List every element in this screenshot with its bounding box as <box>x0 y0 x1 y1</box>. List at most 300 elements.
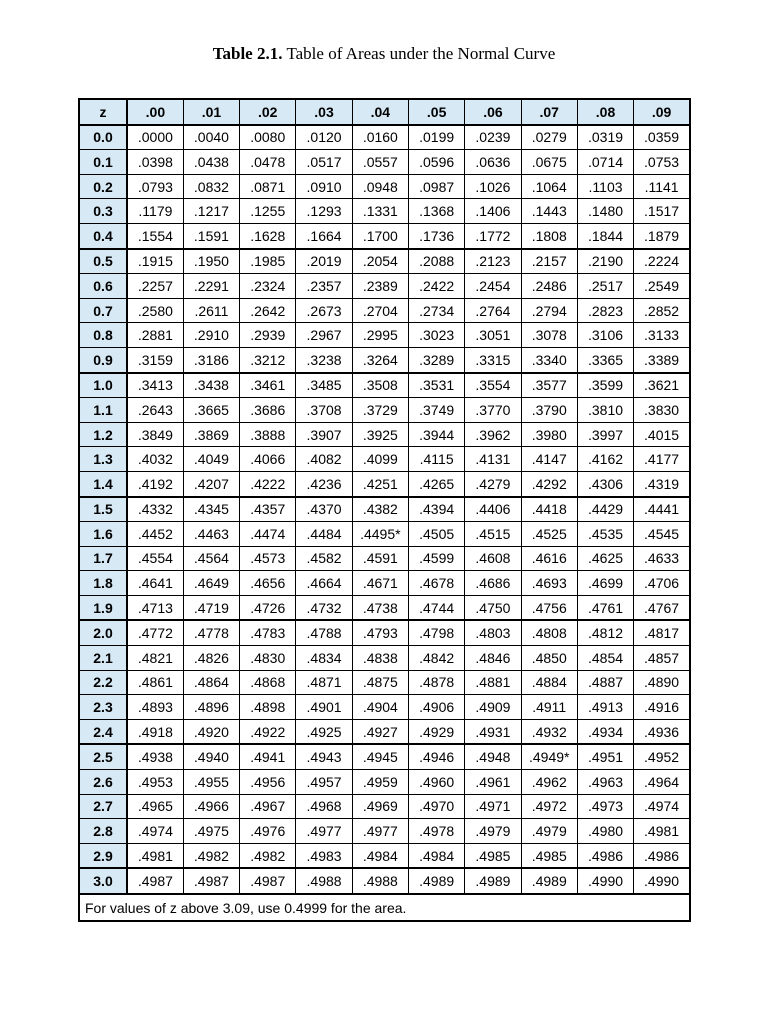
area-value-cell: .4974 <box>634 794 690 819</box>
area-value-cell: .3238 <box>296 347 352 372</box>
area-value-cell: .3888 <box>240 422 296 447</box>
z-value-cell: 1.0 <box>79 373 127 398</box>
area-value-cell: .2642 <box>240 298 296 323</box>
area-value-cell: .3686 <box>240 398 296 423</box>
area-value-cell: .0636 <box>465 150 521 175</box>
area-value-cell: .1808 <box>521 223 577 248</box>
area-value-cell: .4049 <box>183 447 239 472</box>
z-value-cell: 2.9 <box>79 843 127 868</box>
z-value-cell: 2.6 <box>79 770 127 795</box>
table-row <box>79 497 690 522</box>
area-value-cell: .1879 <box>634 223 690 248</box>
area-value-cell: .4292 <box>521 471 577 496</box>
z-value-cell: 2.1 <box>79 646 127 671</box>
area-value-cell: .0279 <box>521 125 577 150</box>
area-value-cell: .4918 <box>127 719 183 744</box>
area-value-cell: .3485 <box>296 373 352 398</box>
area-value-cell: .4904 <box>352 695 408 720</box>
area-value-cell: .0910 <box>296 174 352 199</box>
area-value-cell: .4854 <box>577 646 633 671</box>
table-row <box>79 620 690 645</box>
area-value-cell: .2054 <box>352 249 408 274</box>
area-value-cell: .2123 <box>465 249 521 274</box>
area-value-cell: .3264 <box>352 347 408 372</box>
area-value-cell: .1915 <box>127 249 183 274</box>
area-value-cell: .2794 <box>521 298 577 323</box>
area-value-cell: .4756 <box>521 595 577 620</box>
z-value-cell: 2.4 <box>79 719 127 744</box>
area-value-cell: .4875 <box>352 670 408 695</box>
area-value-cell: .0871 <box>240 174 296 199</box>
z-value-cell: 1.8 <box>79 571 127 596</box>
area-value-cell: .2224 <box>634 249 690 274</box>
table-body <box>79 125 690 894</box>
area-value-cell: .3770 <box>465 398 521 423</box>
table-row <box>79 719 690 744</box>
area-value-cell: .2643 <box>127 398 183 423</box>
area-value-cell: .0753 <box>634 150 690 175</box>
z-value-cell: 0.4 <box>79 223 127 248</box>
area-value-cell: .3790 <box>521 398 577 423</box>
area-value-cell: .4989 <box>408 868 464 894</box>
area-value-cell: .1985 <box>240 249 296 274</box>
area-value-cell: .4989 <box>465 868 521 894</box>
area-value-cell: .3962 <box>465 422 521 447</box>
area-value-cell: .2291 <box>183 274 239 299</box>
area-value-cell: .4931 <box>465 719 521 744</box>
column-header: .00 <box>127 99 183 125</box>
area-value-cell: .4972 <box>521 794 577 819</box>
area-value-cell: .3438 <box>183 373 239 398</box>
area-value-cell: .4964 <box>634 770 690 795</box>
area-value-cell: .4953 <box>127 770 183 795</box>
area-value-cell: .2486 <box>521 274 577 299</box>
area-value-cell: .0478 <box>240 150 296 175</box>
area-value-cell: .3508 <box>352 373 408 398</box>
area-value-cell: .4699 <box>577 571 633 596</box>
area-value-cell: .4803 <box>465 620 521 645</box>
area-value-cell: .4979 <box>465 819 521 844</box>
area-value-cell: .0120 <box>296 125 352 150</box>
table-row <box>79 447 690 472</box>
area-value-cell: .1443 <box>521 199 577 224</box>
area-value-cell: .1103 <box>577 174 633 199</box>
area-value-cell: .4429 <box>577 497 633 522</box>
area-value-cell: .4971 <box>465 794 521 819</box>
z-value-cell: 0.5 <box>79 249 127 274</box>
area-value-cell: .4990 <box>577 868 633 894</box>
area-value-cell: .4834 <box>296 646 352 671</box>
area-value-cell: .4961 <box>465 770 521 795</box>
area-value-cell: .3849 <box>127 422 183 447</box>
area-value-cell: .4890 <box>634 670 690 695</box>
footnote: For values of z above 3.09, use 0.4999 for the area. <box>79 894 690 921</box>
area-value-cell: .4986 <box>634 843 690 868</box>
area-value-cell: .4976 <box>240 819 296 844</box>
area-value-cell: .1179 <box>127 199 183 224</box>
area-value-cell: .4864 <box>183 670 239 695</box>
area-value-cell: .4970 <box>408 794 464 819</box>
table-row <box>79 298 690 323</box>
area-value-cell: .4949* <box>521 744 577 769</box>
z-value-cell: 0.0 <box>79 125 127 150</box>
area-value-cell: .4981 <box>127 843 183 868</box>
area-value-cell: .4941 <box>240 744 296 769</box>
area-value-cell: .4956 <box>240 770 296 795</box>
z-value-cell: 1.3 <box>79 447 127 472</box>
area-value-cell: .3665 <box>183 398 239 423</box>
area-value-cell: .4115 <box>408 447 464 472</box>
area-value-cell: .4750 <box>465 595 521 620</box>
area-value-cell: .4192 <box>127 471 183 496</box>
area-value-cell: .4962 <box>521 770 577 795</box>
area-value-cell: .2088 <box>408 249 464 274</box>
area-value-cell: .1293 <box>296 199 352 224</box>
area-value-cell: .3997 <box>577 422 633 447</box>
area-value-cell: .4616 <box>521 546 577 571</box>
area-value-cell: .4222 <box>240 471 296 496</box>
area-value-cell: .1772 <box>465 223 521 248</box>
table-row <box>79 373 690 398</box>
area-value-cell: .4979 <box>521 819 577 844</box>
area-value-cell: .4896 <box>183 695 239 720</box>
area-value-cell: .2549 <box>634 274 690 299</box>
area-value-cell: .4664 <box>296 571 352 596</box>
area-value-cell: .4726 <box>240 595 296 620</box>
table-row <box>79 471 690 496</box>
caption-label: Table 2.1. <box>212 44 283 63</box>
area-value-cell: .4798 <box>408 620 464 645</box>
table-row <box>79 125 690 150</box>
area-value-cell: .0319 <box>577 125 633 150</box>
area-value-cell: .0199 <box>408 125 464 150</box>
area-value-cell: .3869 <box>183 422 239 447</box>
area-value-cell: .4861 <box>127 670 183 695</box>
table-row <box>79 770 690 795</box>
column-header: .06 <box>465 99 521 125</box>
area-value-cell: .0040 <box>183 125 239 150</box>
area-value-cell: .3461 <box>240 373 296 398</box>
area-value-cell: .4066 <box>240 447 296 472</box>
area-value-cell: .0000 <box>127 125 183 150</box>
area-value-cell: .4966 <box>183 794 239 819</box>
area-value-cell: .4943 <box>296 744 352 769</box>
table-row <box>79 199 690 224</box>
area-value-cell: .2764 <box>465 298 521 323</box>
area-value-cell: .4406 <box>465 497 521 522</box>
area-value-cell: .4969 <box>352 794 408 819</box>
area-value-cell: .2190 <box>577 249 633 274</box>
area-value-cell: .4922 <box>240 719 296 744</box>
area-value-cell: .1591 <box>183 223 239 248</box>
z-value-cell: 0.8 <box>79 323 127 348</box>
table-row <box>79 150 690 175</box>
table-row <box>79 695 690 720</box>
area-value-cell: .4985 <box>521 843 577 868</box>
header-row <box>79 99 690 125</box>
table-row <box>79 398 690 423</box>
area-value-cell: .4370 <box>296 497 352 522</box>
column-header: .07 <box>521 99 577 125</box>
area-value-cell: .3389 <box>634 347 690 372</box>
area-value-cell: .1255 <box>240 199 296 224</box>
area-value-cell: .3749 <box>408 398 464 423</box>
area-value-cell: .2389 <box>352 274 408 299</box>
table-row <box>79 323 690 348</box>
area-value-cell: .4525 <box>521 522 577 547</box>
area-value-cell: .2910 <box>183 323 239 348</box>
area-value-cell: .2157 <box>521 249 577 274</box>
area-value-cell: .4649 <box>183 571 239 596</box>
area-value-cell: .2823 <box>577 298 633 323</box>
area-value-cell: .4909 <box>465 695 521 720</box>
table-row <box>79 595 690 620</box>
area-value-cell: .4884 <box>521 670 577 695</box>
area-value-cell: .4582 <box>296 546 352 571</box>
area-value-cell: .1026 <box>465 174 521 199</box>
area-value-cell: .3186 <box>183 347 239 372</box>
area-value-cell: .4554 <box>127 546 183 571</box>
area-value-cell: .4842 <box>408 646 464 671</box>
area-value-cell: .4783 <box>240 620 296 645</box>
area-value-cell: .3023 <box>408 323 464 348</box>
area-value-cell: .4965 <box>127 794 183 819</box>
z-value-cell: 0.9 <box>79 347 127 372</box>
area-value-cell: .4982 <box>183 843 239 868</box>
table-row <box>79 422 690 447</box>
area-value-cell: .4988 <box>352 868 408 894</box>
table-row <box>79 347 690 372</box>
area-value-cell: .1700 <box>352 223 408 248</box>
area-value-cell: .1736 <box>408 223 464 248</box>
area-value-cell: .4319 <box>634 471 690 496</box>
area-value-cell: .4955 <box>183 770 239 795</box>
area-value-cell: .4946 <box>408 744 464 769</box>
area-value-cell: .3729 <box>352 398 408 423</box>
table-row <box>79 571 690 596</box>
column-header: .03 <box>296 99 352 125</box>
area-value-cell: .4082 <box>296 447 352 472</box>
area-value-cell: .4599 <box>408 546 464 571</box>
area-value-cell: .4812 <box>577 620 633 645</box>
area-value-cell: .4706 <box>634 571 690 596</box>
area-value-cell: .4957 <box>296 770 352 795</box>
area-value-cell: .4975 <box>183 819 239 844</box>
area-value-cell: .4984 <box>408 843 464 868</box>
area-value-cell: .2611 <box>183 298 239 323</box>
area-value-cell: .4345 <box>183 497 239 522</box>
caption-title: Table of Areas under the Normal Curve <box>286 44 556 63</box>
area-value-cell: .4573 <box>240 546 296 571</box>
area-value-cell: .4821 <box>127 646 183 671</box>
area-value-cell: .4207 <box>183 471 239 496</box>
area-value-cell: .1480 <box>577 199 633 224</box>
area-value-cell: .4985 <box>465 843 521 868</box>
area-value-cell: .2734 <box>408 298 464 323</box>
table-row <box>79 546 690 571</box>
area-value-cell: .4332 <box>127 497 183 522</box>
area-value-cell: .4788 <box>296 620 352 645</box>
area-value-cell: .4772 <box>127 620 183 645</box>
area-value-cell: .4887 <box>577 670 633 695</box>
area-value-cell: .4973 <box>577 794 633 819</box>
area-value-cell: .3159 <box>127 347 183 372</box>
area-value-cell: .1628 <box>240 223 296 248</box>
area-value-cell: .4032 <box>127 447 183 472</box>
area-value-cell: .0714 <box>577 150 633 175</box>
area-value-cell: .4162 <box>577 447 633 472</box>
area-value-cell: .4719 <box>183 595 239 620</box>
area-value-cell: .4951 <box>577 744 633 769</box>
area-value-cell: .4981 <box>634 819 690 844</box>
area-value-cell: .4495* <box>352 522 408 547</box>
area-value-cell: .4987 <box>240 868 296 894</box>
z-value-cell: 1.1 <box>79 398 127 423</box>
z-value-cell: 1.2 <box>79 422 127 447</box>
area-value-cell: .4920 <box>183 719 239 744</box>
area-value-cell: .4418 <box>521 497 577 522</box>
area-value-cell: .4987 <box>183 868 239 894</box>
area-value-cell: .4948 <box>465 744 521 769</box>
area-value-cell: .4015 <box>634 422 690 447</box>
area-value-cell: .4893 <box>127 695 183 720</box>
area-value-cell: .4251 <box>352 471 408 496</box>
area-value-cell: .4265 <box>408 471 464 496</box>
area-value-cell: .2257 <box>127 274 183 299</box>
z-value-cell: 2.0 <box>79 620 127 645</box>
area-value-cell: .4982 <box>240 843 296 868</box>
area-value-cell: .2852 <box>634 298 690 323</box>
z-value-cell: 2.5 <box>79 744 127 769</box>
area-value-cell: .3051 <box>465 323 521 348</box>
area-value-cell: .4515 <box>465 522 521 547</box>
z-value-cell: 1.9 <box>79 595 127 620</box>
area-value-cell: .2324 <box>240 274 296 299</box>
area-value-cell: .4945 <box>352 744 408 769</box>
area-value-cell: .3554 <box>465 373 521 398</box>
area-value-cell: .4929 <box>408 719 464 744</box>
area-value-cell: .1950 <box>183 249 239 274</box>
area-value-cell: .4913 <box>577 695 633 720</box>
area-value-cell: .4131 <box>465 447 521 472</box>
area-value-cell: .4898 <box>240 695 296 720</box>
area-value-cell: .4147 <box>521 447 577 472</box>
area-value-cell: .3708 <box>296 398 352 423</box>
area-value-cell: .4778 <box>183 620 239 645</box>
area-value-cell: .0080 <box>240 125 296 150</box>
area-value-cell: .4938 <box>127 744 183 769</box>
z-value-cell: 0.3 <box>79 199 127 224</box>
area-value-cell: .4990 <box>634 868 690 894</box>
area-value-cell: .4591 <box>352 546 408 571</box>
z-value-cell: 1.6 <box>79 522 127 547</box>
area-value-cell: .3531 <box>408 373 464 398</box>
area-value-cell: .3106 <box>577 323 633 348</box>
area-value-cell: .4977 <box>296 819 352 844</box>
area-value-cell: .3925 <box>352 422 408 447</box>
area-value-cell: .4977 <box>352 819 408 844</box>
area-value-cell: .4868 <box>240 670 296 695</box>
table-row <box>79 646 690 671</box>
area-value-cell: .2704 <box>352 298 408 323</box>
area-value-cell: .1368 <box>408 199 464 224</box>
area-value-cell: .3810 <box>577 398 633 423</box>
area-value-cell: .4940 <box>183 744 239 769</box>
area-value-cell: .4968 <box>296 794 352 819</box>
area-value-cell: .4986 <box>577 843 633 868</box>
area-value-cell: .4732 <box>296 595 352 620</box>
table-row <box>79 174 690 199</box>
corner-cell: z <box>79 99 127 125</box>
area-value-cell: .1141 <box>634 174 690 199</box>
column-header: .04 <box>352 99 408 125</box>
area-value-cell: .4671 <box>352 571 408 596</box>
area-value-cell: .2422 <box>408 274 464 299</box>
area-value-cell: .4793 <box>352 620 408 645</box>
area-value-cell: .4989 <box>521 868 577 894</box>
area-value-cell: .2673 <box>296 298 352 323</box>
area-value-cell: .4857 <box>634 646 690 671</box>
area-value-cell: .4934 <box>577 719 633 744</box>
area-value-cell: .3599 <box>577 373 633 398</box>
area-value-cell: .4693 <box>521 571 577 596</box>
area-value-cell: .4878 <box>408 670 464 695</box>
area-value-cell: .0239 <box>465 125 521 150</box>
table-row <box>79 274 690 299</box>
area-value-cell: .4177 <box>634 447 690 472</box>
area-value-cell: .4625 <box>577 546 633 571</box>
area-value-cell: .0438 <box>183 150 239 175</box>
z-value-cell: 2.7 <box>79 794 127 819</box>
area-value-cell: .2019 <box>296 249 352 274</box>
area-value-cell: .4960 <box>408 770 464 795</box>
area-value-cell: .4357 <box>240 497 296 522</box>
area-value-cell: .4881 <box>465 670 521 695</box>
z-value-cell: 3.0 <box>79 868 127 894</box>
z-value-cell: 2.8 <box>79 819 127 844</box>
area-value-cell: .3340 <box>521 347 577 372</box>
area-value-cell: .1517 <box>634 199 690 224</box>
area-value-cell: .4978 <box>408 819 464 844</box>
area-value-cell: .4535 <box>577 522 633 547</box>
area-value-cell: .3289 <box>408 347 464 372</box>
area-value-cell: .4901 <box>296 695 352 720</box>
normal-curve-table <box>78 98 691 922</box>
area-value-cell: .4846 <box>465 646 521 671</box>
area-value-cell: .1064 <box>521 174 577 199</box>
area-value-cell: .0160 <box>352 125 408 150</box>
area-value-cell: .4959 <box>352 770 408 795</box>
area-value-cell: .4452 <box>127 522 183 547</box>
area-value-cell: .0832 <box>183 174 239 199</box>
area-value-cell: .1844 <box>577 223 633 248</box>
area-value-cell: .4279 <box>465 471 521 496</box>
area-value-cell: .3577 <box>521 373 577 398</box>
area-value-cell: .4927 <box>352 719 408 744</box>
area-value-cell: .4817 <box>634 620 690 645</box>
z-value-cell: 1.5 <box>79 497 127 522</box>
table-row <box>79 744 690 769</box>
area-value-cell: .4932 <box>521 719 577 744</box>
area-value-cell: .4678 <box>408 571 464 596</box>
area-value-cell: .4963 <box>577 770 633 795</box>
area-value-cell: .4988 <box>296 868 352 894</box>
area-value-cell: .0398 <box>127 150 183 175</box>
area-value-cell: .4906 <box>408 695 464 720</box>
area-value-cell: .3907 <box>296 422 352 447</box>
area-value-cell: .2939 <box>240 323 296 348</box>
column-header: .08 <box>577 99 633 125</box>
